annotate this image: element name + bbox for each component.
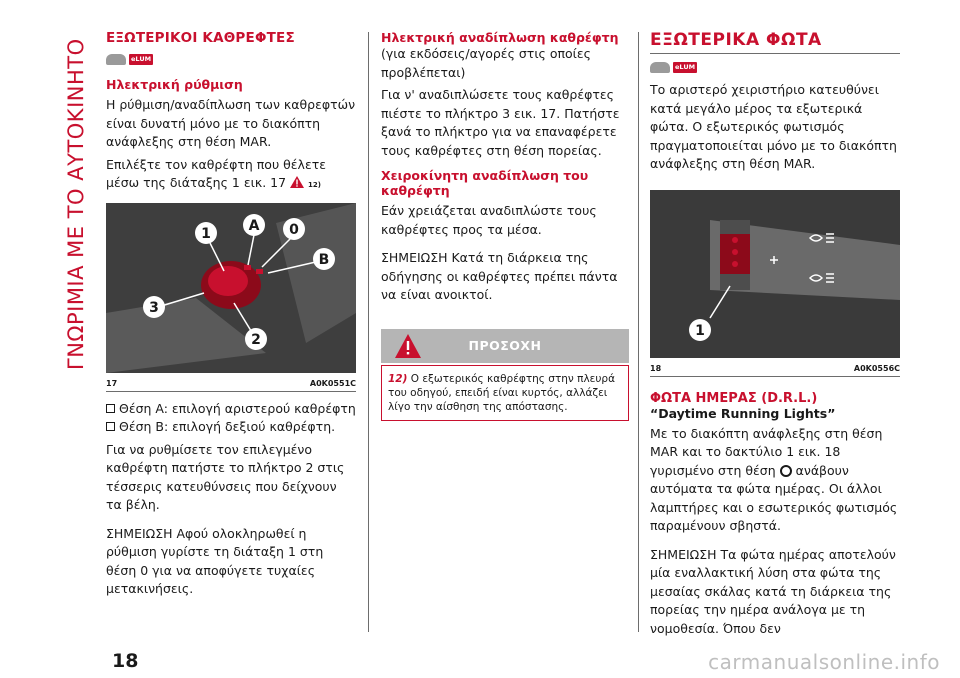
light-stalk-illustration xyxy=(650,190,900,358)
svg-text:1: 1 xyxy=(695,322,705,339)
column-mirror-folding xyxy=(381,30,629,421)
elum-badge: eLUM xyxy=(675,63,696,72)
figure-code: A0K0556C xyxy=(853,363,900,373)
note-paragraph: ΣΗΜΕΙΩΣΗ Τα φώτα ημέρας αποτελούν μία εναλλακτική λύση στα φώτα της μεσαίας σκάλας κατά τη διάρκεια της πορείας την ημέρα ανάλογα με τη νομοθεσία. Όπου δεν xyxy=(650,546,896,636)
side-section-tab xyxy=(4,30,88,370)
svg-text:A: A xyxy=(248,217,260,234)
paragraph: Επιλέξτε τον καθρέφτη που θέλετε μέσω της διάταξης 1 εικ. 17 12) xyxy=(106,156,326,190)
mirror-control-illustration xyxy=(106,203,356,373)
elum-badge: eLUM xyxy=(131,55,152,64)
subheading-english: “Daytime Running Lights” xyxy=(650,405,836,421)
subheading: ΦΩΤΑ ΗΜΕΡΑΣ (D.R.L.) xyxy=(650,390,818,406)
callout-label xyxy=(143,296,165,318)
figure-code: A0K0551C xyxy=(309,378,356,388)
page-number: 18 xyxy=(112,650,139,672)
column-mirrors xyxy=(106,30,356,599)
figure-rule xyxy=(650,376,900,377)
warning-header xyxy=(381,329,629,363)
paragraph: Με το διακόπτη ανάφλεξης στη θέση MAR και το δακτύλιο 1 εικ. 18 γυρισμένο στη θέση ανάβουν αυτόματα τα φώτα ημέρας. Οι άλλοι λαμπτήρες και ο εσωτερικός φωτισμός παραμένουν σβηστά. xyxy=(650,425,898,533)
subheading: Χειροκίνητη αναδίπλωση του καθρέφτη xyxy=(381,168,589,198)
callout-label xyxy=(283,218,305,240)
section-heading: ΕΞΩΤΕΡΙΚΟΙ ΚΑΘΡΕΦΤΕΣ xyxy=(106,30,295,46)
paragraph: Το αριστερό χειριστήριο κατευθύνει κατά μεγάλο μέρος τα εξωτερικά φώτα. Ο εξωτερικός φωτισμός πραγματοποιείται μόνο με το διακόπτη ανάφλεξης στη θέση MAR. xyxy=(650,82,897,171)
figure-light-stalk xyxy=(650,190,900,358)
car-icon xyxy=(650,62,670,73)
section-heading: ΕΞΩΤΕΡΙΚΑ ΦΩΤΑ xyxy=(650,30,900,54)
list-item: Θέση A: επιλογή αριστερού καθρέφτη xyxy=(106,400,356,419)
warning-icon xyxy=(290,176,304,188)
column-divider xyxy=(368,32,369,632)
figure-caption xyxy=(650,364,900,373)
paragraph: Η ρύθμιση/αναδίπλωση των καθρεφτών είναι δυνατή μόνο με το διακόπτη ανάφλεξης στη θέση MAR. xyxy=(106,97,356,149)
subheading: Ηλεκτρική ρύθμιση xyxy=(106,77,243,92)
svg-text:3: 3 xyxy=(149,299,159,316)
callout-label xyxy=(313,248,335,270)
warning-box xyxy=(381,365,629,421)
warning-title: ΠΡΟΣΟΧΗ xyxy=(468,338,542,353)
figure-rule xyxy=(106,391,356,392)
paragraph: Για να ρυθμίσετε τον επιλεγμένο καθρέφτη πατήστε το πλήκτρο 2 στις τέσσερις κατευθύνσεις που δείχνουν τα βέλη. xyxy=(106,441,345,512)
note-paragraph: ΣΗΜΕΙΩΣΗ Κατά τη διάρκεια της οδήγησης οι καθρέφτες πρέπει πάντα να είναι ανοικτοί. xyxy=(381,250,618,302)
paragraph: (για εκδόσεις/αγορές στις οποίες προβλέπεται) xyxy=(381,46,592,80)
column-divider xyxy=(638,32,639,632)
callout-label xyxy=(689,319,711,341)
svg-text:B: B xyxy=(318,251,330,268)
svg-text:2: 2 xyxy=(251,331,261,348)
subheading: Ηλεκτρική αναδίπλωση καθρέφτη xyxy=(381,30,619,45)
warning-icon xyxy=(395,334,421,358)
column-exterior-lights xyxy=(650,30,900,638)
bullet-box-icon xyxy=(106,422,115,431)
note-paragraph: ΣΗΜΕΙΩΣΗ Αφού ολοκληρωθεί η ρύθμιση γυρίστε τη διάταξη 1 στη θέση 0 για να αποφύγετε τυχαίες μετακινήσεις. xyxy=(106,525,324,596)
watermark: carmanualsonline.info xyxy=(708,650,940,674)
figure-number: 18 xyxy=(650,363,662,373)
svg-text:1: 1 xyxy=(201,225,211,242)
bullet-box-icon xyxy=(106,404,115,413)
figure-mirror-control xyxy=(106,203,356,373)
paragraph: Για ν' αναδιπλώσετε τους καθρέφτες πιέστε το πλήκτρο 3 εικ. 17. Πατήστε ξανά το πλήκτρο για να επαναφέρετε τους καθρέφτες στη θέση πορείας. xyxy=(381,87,620,158)
figure-caption xyxy=(106,379,356,388)
warning-text: 12) Ο εξωτερικός καθρέφτης στην πλευρά του οδηγού, επειδή είναι κυρτός, αλλάζει λίγο την αίσθηση της απόστασης. xyxy=(388,372,616,413)
callout-label xyxy=(195,222,217,244)
side-tab-label: ΓΝΩΡΙΜΙΑ ΜΕ ΤΟ ΑΥΤΟΚΙΝΗΤΟ xyxy=(64,38,88,370)
trim-badge xyxy=(106,54,153,65)
callout-label xyxy=(243,214,265,236)
figure-number: 17 xyxy=(106,378,118,388)
callout-label xyxy=(245,328,267,350)
drl-position-icon xyxy=(780,465,792,477)
list-item: Θέση B: επιλογή δεξιού καθρέφτη. xyxy=(106,418,356,437)
paragraph: Εάν χρειάζεται αναδιπλώστε τους καθρέφτες προς τα μέσα. xyxy=(381,203,597,237)
car-icon xyxy=(106,54,126,65)
svg-text:0: 0 xyxy=(289,221,299,238)
trim-badge xyxy=(650,62,697,73)
